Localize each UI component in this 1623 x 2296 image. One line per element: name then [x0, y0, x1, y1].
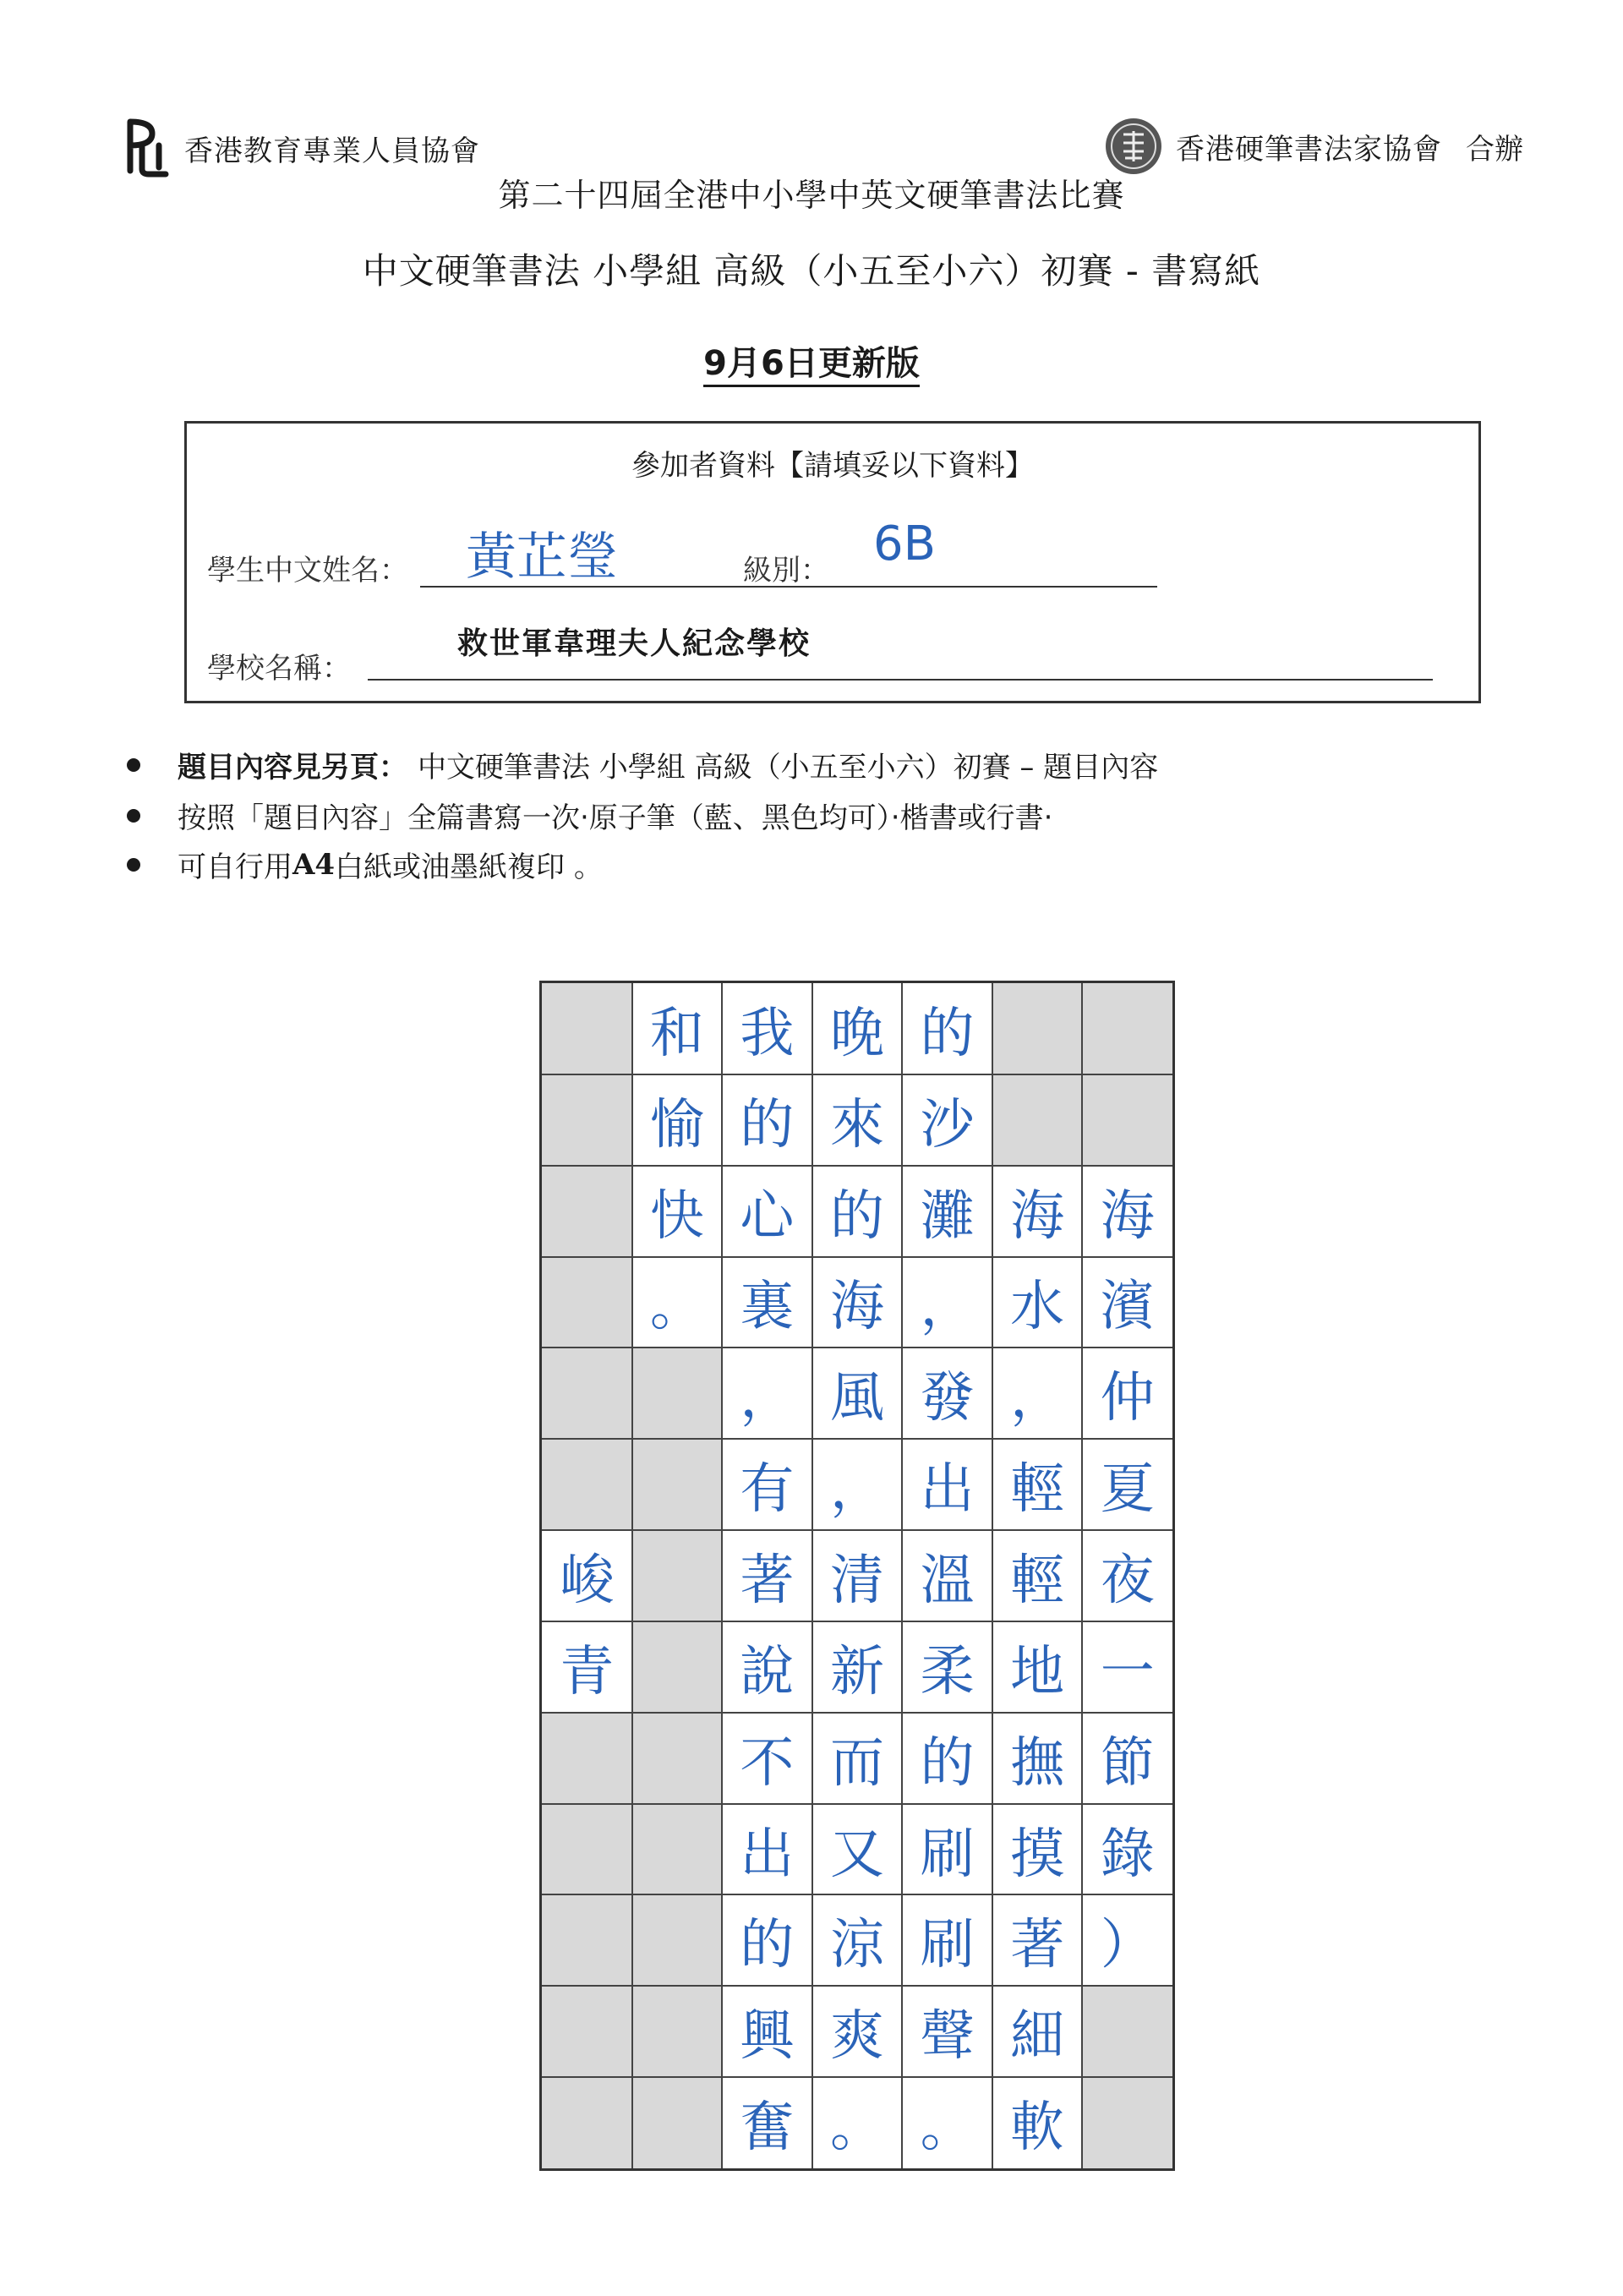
note-copy-post: 白紙或油墨紙複印 。 [335, 850, 603, 884]
grid-row-line [542, 1074, 1172, 1075]
writing-grid [539, 981, 1175, 2171]
grid-cell: 的 [740, 1914, 795, 1977]
bullet-icon [127, 758, 140, 772]
grade-value: 6B [873, 517, 937, 571]
grid-column-line [901, 983, 903, 2168]
note-topic [127, 744, 1158, 785]
header-right [1103, 117, 1523, 176]
grid-cell [1082, 1074, 1172, 1166]
grid-cell: 我 [740, 1002, 795, 1065]
grid-cell: ， [920, 1276, 975, 1339]
grid-cell [632, 1530, 723, 1621]
name-value: 黃芷瑩 [466, 528, 618, 587]
note-instructions-text: 按照「題目內容」全篇書寫一次‧原子筆（藍、黑色均可）‧楷書或行書‧ [178, 801, 1053, 835]
grid-cell: 刷 [920, 1914, 975, 1977]
grid-cell: 細 [1010, 2005, 1065, 2069]
note-topic-text: 中文硬筆書法 小學組 高級（小五至小六）初賽 – 題目內容 [418, 751, 1159, 784]
grid-cell: 錄 [1100, 1823, 1155, 1886]
grid-cell: 的 [920, 1002, 975, 1065]
grid-column-line [992, 983, 993, 2168]
grid-row-line [542, 1438, 1172, 1440]
grid-cell [632, 2077, 723, 2168]
grid-cell [542, 1074, 632, 1166]
grid-cell: ， [829, 1458, 884, 1522]
grid-cell: 說 [740, 1640, 795, 1703]
grid-cell [632, 1439, 723, 1530]
grid-cell [632, 1986, 723, 2077]
right-org-name: 香港硬筆書法家協會 [1176, 132, 1442, 167]
grid-cell: ， [1010, 1367, 1065, 1430]
grid-column-line [631, 983, 633, 2168]
grid-cell: 海 [1100, 1184, 1155, 1248]
competition-title: 第二十四屆全港中小學中英文硬筆書法比賽 [498, 177, 1125, 214]
grid-cell [632, 1348, 723, 1439]
grid-cell: 不 [740, 1731, 795, 1795]
left-org-name: 香港教育專業人員協會 [184, 134, 480, 168]
grid-cell: 快 [649, 1184, 704, 1248]
grid-cell: 裏 [740, 1276, 795, 1339]
grid-cell: 的 [920, 1731, 975, 1795]
note-topic-label: 題目內容見另頁： [178, 751, 407, 784]
grid-column-line [1081, 983, 1083, 2168]
grid-cell: 沙 [920, 1093, 975, 1156]
grid-cell [542, 1166, 632, 1257]
info-heading: 參加者資料【請填妥以下資料】 [631, 449, 1034, 483]
grid-cell: 來 [829, 1093, 884, 1156]
grid-cell: 夜 [1100, 1549, 1155, 1612]
bullet-icon [127, 858, 140, 872]
grid-cell [1082, 2077, 1172, 2168]
grid-cell: 。 [649, 1276, 704, 1339]
grid-cell [542, 1713, 632, 1804]
grid-cell [542, 1439, 632, 1530]
grade-field-line[interactable] [834, 586, 1157, 588]
grid-cell: 爽 [829, 2005, 884, 2069]
grid-cell: 奮 [740, 2096, 795, 2160]
grid-row-line [542, 1256, 1172, 1258]
grid-cell [632, 1621, 723, 1713]
grid-cell: 著 [740, 1549, 795, 1612]
grid-cell [632, 1804, 723, 1895]
grid-cell: 愉 [649, 1093, 704, 1156]
grid-row-line [542, 1803, 1172, 1805]
grid-cell: 青 [560, 1640, 615, 1703]
bullet-icon [127, 809, 140, 823]
grid-cell: ） [1100, 1914, 1155, 1977]
grid-column-line [812, 983, 813, 2168]
grid-row-line [542, 1894, 1172, 1895]
grid-cell: 溫 [920, 1549, 975, 1612]
grid-cell: 。 [920, 2096, 975, 2160]
grid-row-line [542, 2076, 1172, 2078]
grid-cell: 夏 [1100, 1458, 1155, 1522]
grid-cell [992, 1074, 1083, 1166]
grid-row-line [542, 1529, 1172, 1531]
grid-cell: 仲 [1100, 1367, 1155, 1430]
grid-column-line [721, 983, 723, 2168]
paper-title: 中文硬筆書法 小學組 高級（小五至小六）初賽 - 書寫紙 [362, 250, 1261, 292]
grid-cell: 清 [829, 1549, 884, 1612]
version-label [0, 336, 1623, 385]
grid-cell: 的 [740, 1093, 795, 1156]
grid-cell [542, 1804, 632, 1895]
grid-cell: 出 [740, 1823, 795, 1886]
grid-cell [992, 983, 1083, 1074]
note-copy-pre: 可自行用 [178, 850, 292, 884]
grid-cell: 發 [920, 1367, 975, 1430]
grid-cell: 有 [740, 1458, 795, 1522]
grid-cell: 聲 [920, 2005, 975, 2069]
grid-cell: 軟 [1010, 2096, 1065, 2160]
grid-cell [632, 1894, 723, 1986]
grid-cell: 又 [829, 1823, 884, 1886]
association-seal-icon [1103, 116, 1164, 177]
grid-cell: 撫 [1010, 1731, 1065, 1795]
grid-cell: 新 [829, 1640, 884, 1703]
note-copy-bold: A4 [292, 847, 336, 882]
grid-row-line [542, 1165, 1172, 1167]
grid-cell: 濱 [1100, 1276, 1155, 1339]
grid-cell: 的 [829, 1184, 884, 1248]
note-copy [127, 844, 603, 885]
grid-cell: 。 [829, 2096, 884, 2160]
grid-cell: 灘 [920, 1184, 975, 1248]
grid-row-line [542, 1712, 1172, 1714]
school-value: 救世軍韋理夫人紀念學校 [457, 626, 812, 661]
grid-cell: 海 [829, 1276, 884, 1339]
grid-cell [632, 1713, 723, 1804]
grid-cell: 地 [1010, 1640, 1065, 1703]
name-label: 學生中文姓名： [207, 554, 408, 588]
grid-cell [1082, 983, 1172, 1074]
grid-row-line [542, 1347, 1172, 1348]
participant-info-box [184, 421, 1481, 703]
grid-cell: 涼 [829, 1914, 884, 1977]
grid-cell: 晚 [829, 1002, 884, 1065]
note-instructions [127, 795, 1052, 836]
grid-cell: 摸 [1010, 1823, 1065, 1886]
grid-cell [542, 1986, 632, 2077]
grid-cell: 水 [1010, 1276, 1065, 1339]
grid-cell [542, 983, 632, 1074]
grid-cell [542, 1894, 632, 1986]
grid-cell: ， [740, 1367, 795, 1430]
grid-cell: 風 [829, 1367, 884, 1430]
grid-row-line [542, 1985, 1172, 1987]
grid-cell [542, 1348, 632, 1439]
grid-cell: 一 [1100, 1640, 1155, 1703]
school-label: 學校名稱： [207, 652, 351, 686]
grid-cell: 著 [1010, 1914, 1065, 1977]
grid-cell: 刷 [920, 1823, 975, 1886]
grid-cell: 和 [649, 1002, 704, 1065]
grid-cell: 輕 [1010, 1549, 1065, 1612]
grid-cell [1082, 1986, 1172, 2077]
grid-cell: 峻 [560, 1549, 615, 1612]
grid-cell: 柔 [920, 1640, 975, 1703]
grid-cell [542, 2077, 632, 2168]
grid-cell: 心 [740, 1184, 795, 1248]
grid-cell: 而 [829, 1731, 884, 1795]
grid-cell: 海 [1010, 1184, 1065, 1248]
school-field-line[interactable] [368, 679, 1433, 681]
grid-cell [542, 1257, 632, 1348]
grid-cell: 出 [920, 1458, 975, 1522]
co-host-label: 合辦 [1466, 132, 1523, 167]
grid-cell: 輕 [1010, 1458, 1065, 1522]
grade-label: 級別： [743, 554, 829, 588]
version-text: 9月6日更新版 [703, 344, 920, 387]
grid-cell: 興 [740, 2005, 795, 2069]
grid-cell: 節 [1100, 1731, 1155, 1795]
grid-row-line [542, 1621, 1172, 1622]
